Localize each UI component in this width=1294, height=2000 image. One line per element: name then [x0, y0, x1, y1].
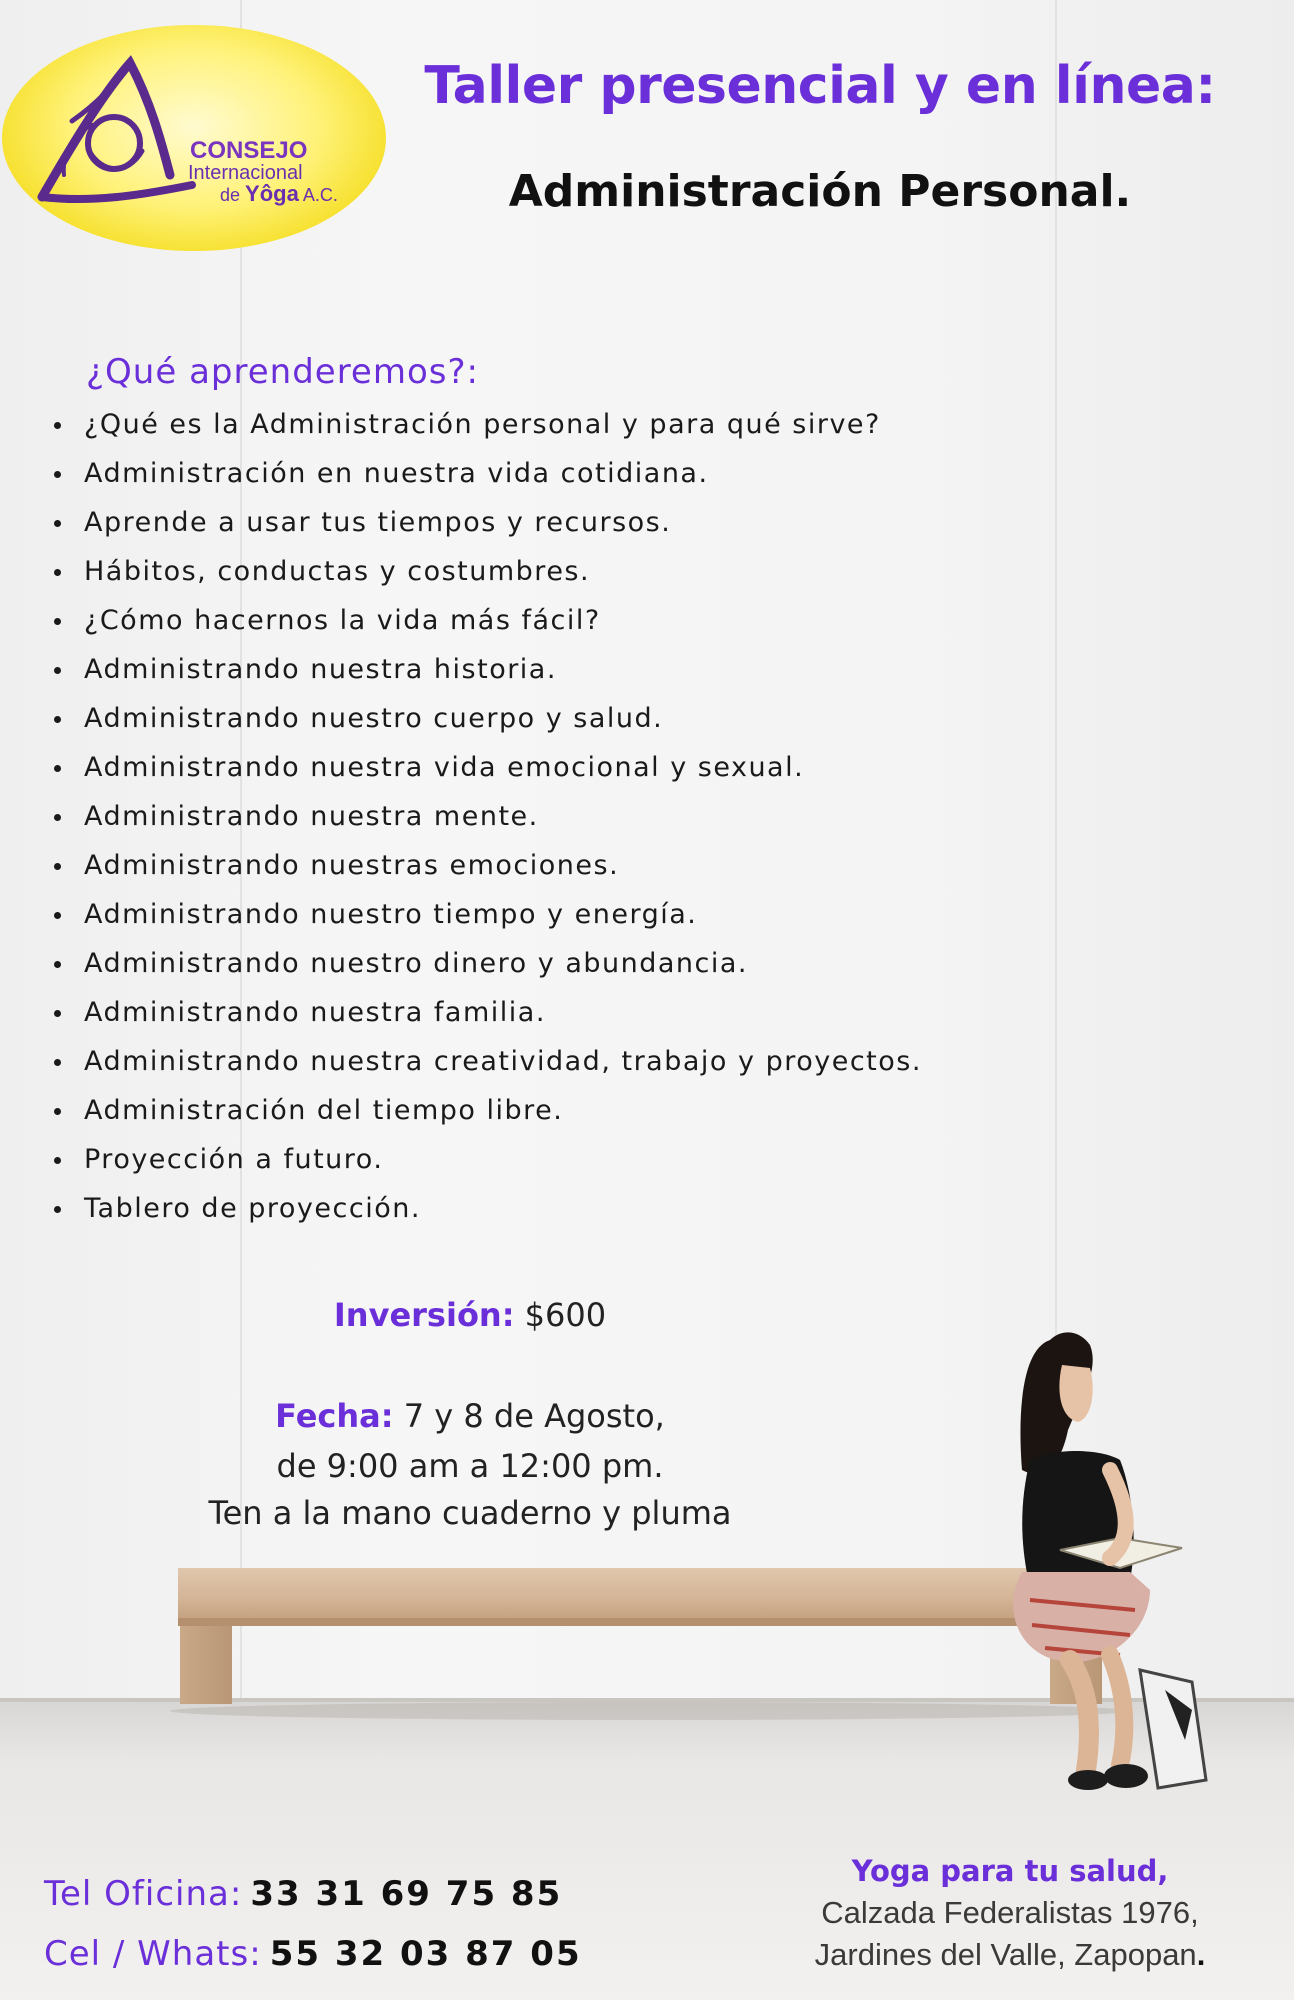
investment-label: Inversión: — [333, 1296, 515, 1334]
investment-value: $600 — [524, 1296, 607, 1334]
address-line-2: Jardines del Valle, Zapopan. — [814, 1937, 1206, 1972]
list-item: ¿Cómo hacernos la vida más fácil? — [46, 596, 922, 645]
consejo-logo — [2, 25, 386, 251]
list-item: Aprende a usar tus tiempos y recursos. — [46, 498, 922, 547]
list-item: Administración en nuestra vida cotidiana. — [46, 449, 922, 498]
cell-phone-number: 55 32 03 87 05 — [269, 1934, 582, 1974]
office-phone-number: 33 31 69 75 85 — [250, 1874, 563, 1914]
date-line — [180, 1397, 760, 1435]
logo-line-consejo: CONSEJO — [190, 137, 308, 164]
list-item: ¿Qué es la Administración personal y para qué sirve? — [46, 400, 922, 449]
list-item: Administrando nuestra creatividad, trabajo y proyectos. — [46, 1037, 922, 1086]
contact-block — [44, 1864, 582, 1984]
list-item: Tablero de proyección. — [46, 1184, 922, 1233]
page-subtitle: Administración Personal. — [508, 166, 1132, 217]
note-line: Ten a la mano cuaderno y pluma — [208, 1494, 732, 1532]
list-item: Administrando nuestro cuerpo y salud. — [46, 694, 922, 743]
list-item: Administrando nuestro tiempo y energía. — [46, 890, 922, 939]
reading-woman-icon — [960, 1310, 1230, 1810]
list-item: Administrando nuestro dinero y abundancia. — [46, 939, 922, 988]
office-phone-label: Tel Oficina: — [44, 1874, 243, 1914]
list-item: Administrando nuestras emociones. — [46, 841, 922, 890]
investment-line — [180, 1296, 760, 1334]
learn-heading: ¿Qué aprenderemos?: — [86, 352, 479, 392]
list-item: Proyección a futuro. — [46, 1135, 922, 1184]
bench-leg — [180, 1626, 232, 1704]
cell-phone-label: Cel / Whats: — [44, 1934, 262, 1974]
list-item: Administrando nuestra historia. — [46, 645, 922, 694]
list-item: Administrando nuestra mente. — [46, 792, 922, 841]
list-item: Administrando nuestra familia. — [46, 988, 922, 1037]
cell-phone-line — [44, 1924, 582, 1984]
address-tagline: Yoga para tu salud, — [851, 1854, 1169, 1888]
logo-line-yoga: de Yôga A.C. — [220, 181, 338, 206]
topics-list — [46, 400, 922, 1233]
date-value: 7 y 8 de Agosto, — [403, 1397, 665, 1435]
list-item: Administrando nuestra vida emocional y sexual. — [46, 743, 922, 792]
address-block — [780, 1850, 1240, 1976]
list-item: Administración del tiempo libre. — [46, 1086, 922, 1135]
date-label: Fecha: — [275, 1397, 394, 1435]
address-line-1: Calzada Federalistas 1976, — [821, 1895, 1199, 1930]
list-item: Hábitos, conductas y costumbres. — [46, 547, 922, 596]
page-title: Taller presencial y en línea: — [424, 56, 1216, 116]
hours-line: de 9:00 am a 12:00 pm. — [276, 1447, 664, 1485]
logo-line-internacional: Internacional — [188, 162, 303, 184]
office-phone-line — [44, 1864, 582, 1924]
